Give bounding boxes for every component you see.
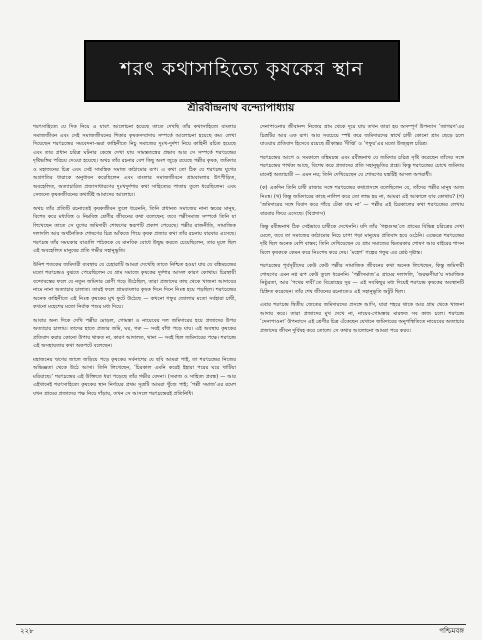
author-byline: শ্রীরবীন্দ্রনাথ বন্দ্যোপাধ্যায় — [187, 102, 295, 114]
paragraph: শরৎচন্দ্রের পূর্বসূরীদের কেউ কেউ পল্লীর সামাজিক জীবনের কথা অনেক লিখেছেন, কিন্তু জমিদারী শোষণের এমন নগ্ন রূপ কেউ তুলে ধরেননি। ‘পল্লীসমাজ’এ গ্রামের দলাদলি, ‘অরক্ষণীয়া’য় সামাজিক নিষ্ঠুরতা, আর ‘পথের দাবী’তে বিদ্রোহের সুর — এই সবকিছুর মধ্য দিয়েই শরৎচন্দ্র কৃষকের অবস্থানটি চিহ্নিত করেছেন। তাঁর শেষ জীবনের রচনাতেও এই সহানুভূতি অটুট ছিল। — [260, 263, 464, 295]
paragraph: মহাজনের ঋণের জালে জড়িয়ে পড়ে কৃষকের সর্বনাশের যে ছবি আমরা পাই, তা শরৎচন্দ্রের নিজের অভিজ্ঞতা থেকে উঠে আসা। তিনি লিখেছেন, ‘চিরকাল এমনি করেই ইহারা পরের ঘরে খাটিয়া মরিয়াছে।’ শরৎচন্দ্রের এই উক্তিতে ধরা পড়েছে তাঁর গভীর বেদনা। (সমাজ ও সাহিত্য প্রবন্ধ) — আর এইখানেই শরৎসাহিত্যে কৃষকের স্থান নির্ণয়ের প্রথম সূত্রটি আমরা খুঁজে পাই; ‘পল্লী সমাজ’এর রমেশ যখন গ্রামের প্রজাদের পক্ষ নিয়ে দাঁড়ায়, তখন সে আসলে শরৎচন্দ্রেরই প্রতিনিধি। — [33, 356, 236, 397]
footer-rule — [16, 624, 466, 625]
paragraph: শরৎসাহিত্যে যে দিক নিয়ে এ যাবৎ আলোচনা হয়েছে তাতে দেখছি তাঁর কথাসাহিত্যে বাংলার সমাজজীবন এবং সেই সমাজজীবনের শিকার কৃষকসম্প্রদায় সম্পর্কে আলোচনা হয়েছে কম। লেখা দিয়েছেন শরৎচন্দ্রের সমবেদনা–ভরা কাহিনীতে নিচু সমাজের দুঃখ-দুর্দশা নিয়ে কাহিনী রচিত হয়েছে এবং তার প্রধান চরিত্র ঘটনার কেন্দ্রে দেখা যায় সামন্ততন্ত্রের প্রভাব আর সে সম্পর্কে শরৎচন্দ্রের দৃষ্টিভঙ্গির পরিচয় দেওয়া হয়েছে। অথচ তাঁর রচনার বেশ কিছু অংশ জুড়ে রয়েছে পল্লীর কৃষক, জমিদার ও মহাজনের চিত্র এবং সেই সামন্ত্রিক সমাজ কাঠামোর রূপ। এ কথা তো ঠিক যে শরৎচন্দ্র যুগের অগ্রগতির ধারাকে অনুধাবন করেছিলেন এবং বাংলার সমাজজীবনে গ্রামবাংলার উৎপীড়িত, অবহেলিত, অত্যাচারিত প্রজাসাধারণের দুঃখদুর্দশার কথা সাহিত্যের পাতায় তুলে ধরেছিলেন। এবং সেজন্যে কৃষকজীবনের কথাটিই আমাদের আলোচ্য। — [33, 124, 236, 199]
paragraph: এবার শরৎচন্দ্র দ্বিতীয় জেতের জমিদারদের প্রসঙ্গে আসি, যারা শহরে থাকে আর গ্রাম থেকে খাজনা আদায় করে। তারা প্রজাদের মুখ দেখে না, নায়েব-গোমস্তার মারফত সব কাজ চলে। শরৎচন্দ্র ‘দেনাপাওনা’ উপন্যাসে এই শ্রেণীর চিত্র এঁকেছেন যেখানে জমিদারের অনুপস্থিতিতে নায়েবের অত্যাচার প্রজাদের জীবন দুর্বিষহ করে তোলে। সে কথার আলোচনা আমরা পরে করব। — [260, 302, 464, 334]
left-column — [33, 123, 236, 593]
journal-name: পশ্চিমবঙ্গ — [439, 627, 464, 635]
article-title-banner — [84, 40, 400, 102]
paragraph: কিন্তু রবীন্দ্রনাথ ঠিক সেইভাবে চাষীকে দেখেননি। যদি তাঁর ‘গল্পগুচ্ছ’তে গ্রামের বিভিন্ন চরিত্রের দেখা মেলে, তবে তা সমাজের কাঠামোর নিচে চাপা পড়া মানুষের প্রতিবাদ হয়ে ওঠেনি। এক্ষেত্রে শরৎচন্দ্রের দৃষ্টি ছিল অনেক বেশি বাস্তব; তিনি দেখিয়েছেন যে গ্রাম সমাজের ভিতরকার শোষণ আর বাইরের শাসন মিলে কৃষককে কেমন করে নিঃশেষ করে দেয়। ‘মহেশ’ গল্পের গফুর এর শ্রেষ্ঠ দৃষ্টান্ত। — [260, 224, 464, 256]
paragraph: (ক) একদিন তিনি চাষী রাজার সঙ্গে শরৎচন্দ্রের কথাপ্রসঙ্গে বলেছিলেন যে, তাঁদের পল্লীর মানুষ আজ নিঃস্ব। (খ) কিন্তু জমিদারের কাছে নালিশ করে তো লাভ হয় না, আমরা এই আকালে যাব কোথায়? (গ) ‘জমিদারের সঙ্গে বিবাদ করে গাঁয়ে টেকা যায় না’ — পল্লীর এই চিরকালের কথা শরৎচন্দ্রের লেখায় বারবার ফিরে এসেছে। (বিপ্রদাস) — [260, 185, 464, 217]
paragraph: আবার অন্য দিকে দেখি পল্লীর মোড়ল, গোমস্তা ও নায়েবের দল জমিদারের হয়ে প্রজাদের উপর অত্যাচার চালায়। তাদের হাতে প্রজার জমি, ঘর, গরু — সবই বাঁধা পড়ে যায়। এই অবস্থায় কৃষকের প্রতিবাদ করার কোনো উপায় থাকত না, কারণ আদালত, থানা — সবই ছিল জমিদারের পক্ষে। শরৎচন্দ্র এই অসহায়তার কথা অকপটে বলেছেন। — [33, 317, 236, 350]
paragraph: শরৎচন্দ্রের আগে ও সমকালে বঙ্কিমচন্দ্র এবং রবীন্দ্রনাথ যে জমিদার চরিত্র সৃষ্টি করেছেন তাঁদের সঙ্গে শরৎচন্দ্রের পার্থক্য আছে, বিশেষ করে প্রজাদের প্রতি সহানুভূতির প্রশ্নে। কিন্তু শরৎচন্দ্রের চোখে জমিদার মানেই অত্যাচারী — এমন নয়; তিনি দেখিয়েছেন যে শোষণের যন্ত্রটিই আসল অপরাধী। — [260, 154, 464, 178]
article-title: শরৎ কথাসাহিত্যে কৃষকের স্থান — [120, 58, 364, 80]
page-number: ২২৮ — [20, 627, 34, 635]
paragraph: দেনাপাওনার জীবানন্দ নিজের গ্রাম থেকে দূরে যায় তখন তারা হয় অসম্পূর্ণ উপন্যাস ‘জাগরণ’এর চিত্রটির আর এক রূপ। আর সবচেয়ে স্পষ্ট করে জমিদারদের স্বার্থে চাষী কোনো গ্রাম ছেড়ে চলে যাওয়ার প্রতিবাদ হিসেবে রয়েছে শ্রীকান্তর ‘দীপ্তি’ ও ‘গফুর’এর মতো উজ্জ্বল চরিত্র। — [260, 124, 464, 148]
right-column — [260, 123, 464, 593]
paragraph: অথচ তাঁর প্রতিটি রচনাতেই কৃষকজীবন তুলে ধরেননি, তিনি প্রধানত সমাজের নানা স্তরের মানুষ, বিশেষ করে মধ্যবিত্ত ও নিম্নবিত্ত শ্রেণীর জীবনের কথা বলেছেন; তবে পল্লীসমাজ সম্পর্কে তিনি যা লিখেছেন তাতে সে যুগের জমিদারী শোষণের স্বরূপটি প্রকাশ পেয়েছে। পল্লীর রাজনীতি, সামাজিক দলাদলি আর অর্থনৈতিক শোষণের চিত্র আঁকতে গিয়ে কৃষক প্রজার কথা তাঁর রচনায় বারবার এসেছে। শরৎচন্দ্র তাঁর সময়কার বাঙালি পাঠককে যে মানবিক বোধে উদ্বুদ্ধ করতে চেয়েছিলেন, তার মূলে ছিল এই অবহেলিত মানুষের প্রতি গভীর সহানুভূতি। — [33, 205, 236, 255]
paragraph: উনিশ শতকের জমিদারী ব্যবস্থায় যে চেহারাটি আমরা দেখেছি তাতে নিশ্চিত হওয়া যায় যে বঙ্কিমচন্দ্রের মতো শরৎচন্দ্রও বুঝতে পেরেছিলেন যে গ্রাম সমাজে কৃষকের দুর্দশার আসল কারণ কোথায়। চিরস্থায়ী বন্দোবস্তের ফলে যে নতুন জমিদার শ্রেণী গড়ে উঠেছিল, তারা প্রজাদের কাছ থেকে খাজনা আদায়ের নামে নানা অত্যাচার চালাত। তারই ফলে গ্রামবাংলার কৃষক দিনে দিনে নিঃস্ব হয়ে পড়ছিল। শরৎচন্দ্রের অনেক কাহিনীতে এই নিঃস্ব কৃষকের মুখ ফুটে উঠেছে — কখনো গফুর জোলার মতো সর্বহারা চাষী, কখনো মহেশের মতো নির্বাক পশুর মধ্য দিয়ে। — [33, 261, 236, 311]
